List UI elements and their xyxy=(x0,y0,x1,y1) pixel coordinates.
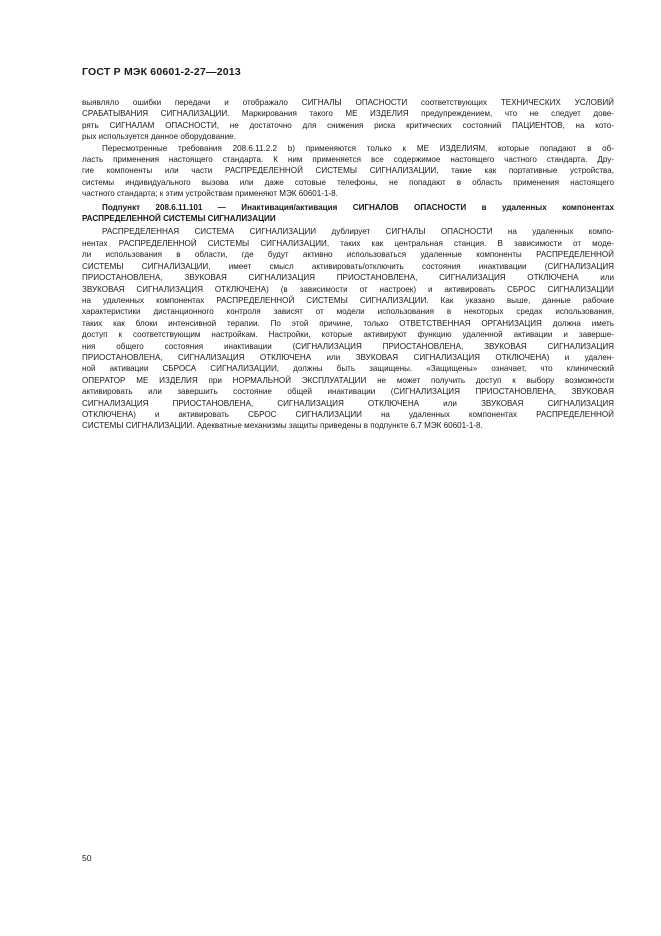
text-line: рять СИГНАЛАМ ОПАСНОСТИ, не достаточно для снижения риска критических состояний ПАЦИЕНТОВ, на кото- xyxy=(82,120,614,130)
paragraph-1 xyxy=(82,97,614,143)
section-subheading xyxy=(82,202,614,225)
text-line: ПРИОСТАНОВЛЕНА, ЗВУКОВАЯ СИГНАЛИЗАЦИЯ ПРИОСТАНОВЛЕНА, СИГНАЛИЗАЦИЯ ОТКЛЮЧЕНА или xyxy=(82,273,614,283)
text-line: ласть применения настоящего стандарта. К ним применяется все содержимое настоящего частного стандарта. Дру- xyxy=(82,155,614,165)
subheading-line: РАСПРЕДЕЛЕННОЙ СИСТЕМЫ СИГНАЛИЗАЦИИ xyxy=(82,214,276,224)
text-line: ной активации СБРОСА СИГНАЛИЗАЦИИ, должны быть защищены. «Защищены» означает, что клинический xyxy=(82,364,614,374)
text-line: характеристики дистанционного контроля зависят от модели использования в некоторых средах использования, xyxy=(82,307,614,317)
text-line: ОПЕРАТОР МЕ ИЗДЕЛИЯ при НОРМАЛЬНОЙ ЭКСПЛУАТАЦИИ не может получить доступ к выбору возможности xyxy=(82,375,614,385)
text-line: ПРИОСТАНОВЛЕНА, СИГНАЛИЗАЦИЯ ОТКЛЮЧЕНА или ЗВУКОВАЯ СИГНАЛИЗАЦИЯ ОТКЛЮЧЕНА) и удален- xyxy=(82,352,614,362)
text-line: ния общего состояния инактивации (СИГНАЛИЗАЦИЯ ПРИОСТАНОВЛЕНА, ЗВУКОВАЯ СИГНАЛИЗАЦИЯ xyxy=(82,341,614,351)
text-line: СИСТЕМЫ СИГНАЛИЗАЦИИ. Адекватные механизмы защиты приведены в подпункте 6.7 МЭК 60601-1-8. xyxy=(82,421,483,431)
page-number: 50 xyxy=(82,853,92,863)
subheading-line: Подпункт 208.6.11.101 — Инактивация/активация СИГНАЛОВ ОПАСНОСТИ в удаленных компонентах xyxy=(102,202,614,212)
text-line: СРАБАТЫВАНИЯ СИГНАЛИЗАЦИИ. Маркирования такого МЕ ИЗДЕЛИЯ предупреждением, что не следует дове- xyxy=(82,109,614,119)
text-line: рых используется данное оборудование. xyxy=(82,132,236,142)
text-line: доступ к соответствующим настройкам. Настройки, которые активируют функцию удаленной активации и заверше- xyxy=(82,330,614,340)
text-line: активировать или завершить состояние общей инактивации (СИГНАЛИЗАЦИЯ ПРИОСТАНОВЛЕНА, ЗВУКОВАЯ xyxy=(82,387,614,397)
text-line: СИСТЕМЫ СИГНАЛИЗАЦИИ, имеет смысл активировать/отключить состояния инактивации (СИГНАЛИЗАЦИЯ xyxy=(82,261,614,271)
text-line: Пересмотренные требования 208.6.11.2.2 b) применяются только к МЕ ИЗДЕЛИЯМ, которые попадают в об- xyxy=(102,143,614,153)
text-line: выявляло ошибки передачи и отображало СИГНАЛЫ ОПАСНОСТИ соответствующих ТЕХНИЧЕСКИХ УСЛОВИЙ xyxy=(82,98,614,107)
document-body xyxy=(82,97,614,432)
text-line: частного стандарта; к этим устройствам применяют МЭК 60601-1-8. xyxy=(82,189,338,199)
paragraph-2 xyxy=(82,143,614,200)
text-line: системы индивидуального вызова или даже сотовые телефоны, не попадают в область применения настоящего xyxy=(82,177,614,187)
text-line: ОТКЛЮЧЕНА) и активировать СБРОС СИГНАЛИЗАЦИИ на удаленных компонентах РАСПРЕДЕЛЕННОЙ xyxy=(82,409,614,419)
text-line: ЗВУКОВАЯ СИГНАЛИЗАЦИЯ ОТКЛЮЧЕНА) (в зависимости от настроек) и активировать СБРОС СИГНАЛИЗАЦИИ xyxy=(82,284,614,294)
page-header: ГОСТ Р МЭК 60601-2-27—2013 xyxy=(82,66,241,78)
text-line: ли использования в области, где будут активно использоваться удаленные компоненты РАСПРЕДЕЛЕННОЙ xyxy=(82,250,614,260)
text-line: РАСПРЕДЕЛЕННАЯ СИСТЕМА СИГНАЛИЗАЦИИ дублирует СИГНАЛЫ ОПАСНОСТИ на удаленных компо- xyxy=(102,227,614,237)
text-line: таких как блоки интенсивной терапии. По этой причине, только ОТВЕТСТВЕННАЯ ОРГАНИЗАЦИЯ должна иметь xyxy=(82,318,614,328)
text-line: на удаленных компонентах РАСПРЕДЕЛЕННОЙ СИСТЕМЫ СИГНАЛИЗАЦИИ. Как указано выше, данные рабочие xyxy=(82,295,614,305)
paragraph-3 xyxy=(82,226,614,431)
text-line: СИГНАЛИЗАЦИЯ ПРИОСТАНОВЛЕНА, СИГНАЛИЗАЦИЯ ОТКЛЮЧЕНА или ЗВУКОВАЯ СИГНАЛИЗАЦИЯ xyxy=(82,398,614,408)
text-line: гие компоненты или части РАСПРЕДЕЛЕННОЙ СИСТЕМЫ СИГНАЛИЗАЦИИ, такие как портативные устройства, xyxy=(82,166,614,176)
text-line: нентах РАСПРЕДЕЛЕННОЙ СИСТЕМЫ СИГНАЛИЗАЦИИ, таких как центральная станция. В зависимости от моде- xyxy=(82,238,614,248)
